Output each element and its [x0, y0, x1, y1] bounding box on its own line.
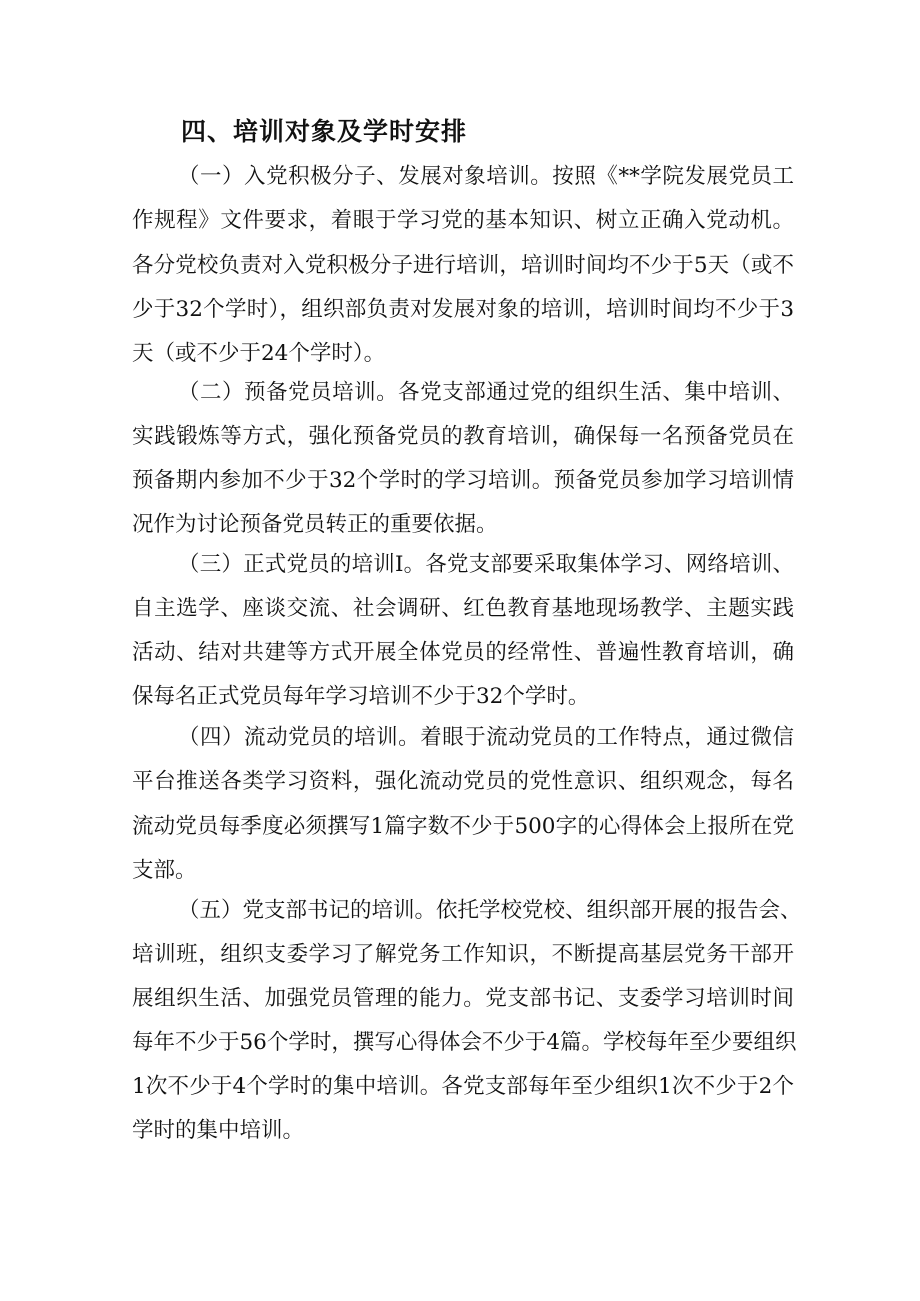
paragraph-line: （三）正式党员的培训I。各党支部要采取集体学习、网络培训、 — [178, 552, 794, 577]
paragraph-line: 预备期内参加不少于32个学时的学习培训。预备党员参加学习培训情 — [132, 468, 794, 493]
paragraph-line: 培训班，组织支委学习了解党务工作知识，不断提高基层党务干部开 — [132, 942, 794, 967]
paragraph-line: 保每名正式党员每年学习培训不少于32个学时。 — [132, 684, 590, 709]
paragraph-line: 支部。 — [132, 858, 197, 883]
paragraph-line: 自主选学、座谈交流、社会调研、红色教育基地现场教学、主题实践 — [132, 596, 794, 621]
section-heading: 四、培训对象及学时安排 — [181, 117, 468, 146]
paragraph-line: 流动党员每季度必须撰写1篇字数不少于500字的心得体会上报所在党 — [132, 814, 794, 839]
paragraph-line: （四）流动党员的培训。着眼于流动党员的工作特点，通过微信 — [178, 725, 794, 750]
paragraph-line: （一）入党积极分子、发展对象培训。按照《**学院发展党员工 — [178, 164, 794, 189]
paragraph-line: 学时的集中培训。 — [132, 1118, 305, 1143]
paragraph-line: 各分党校负责对入党积极分子进行培训，培训时间均不少于5天（或不 — [132, 253, 794, 278]
paragraph-line: （五）党支部书记的培训。依托学校党校、组织部开展的报告会、 — [178, 898, 802, 923]
paragraph-line: 活动、结对共建等方式开展全体党员的经常性、普遍性教育培训，确 — [132, 640, 794, 665]
paragraph-line: 1次不少于4个学时的集中培训。各党支部每年至少组织1次不少于2个 — [132, 1074, 794, 1099]
paragraph-line: 天（或不少于24个学时）。 — [132, 341, 386, 366]
paragraph-line: 实践锻炼等方式，强化预备党员的教育培训，确保每一名预备党员在 — [132, 424, 794, 449]
paragraph-line: （二）预备党员培训。各党支部通过党的组织生活、集中培训、 — [178, 380, 794, 405]
paragraph-line: 况作为讨论预备党员转正的重要依据。 — [132, 512, 498, 537]
paragraph-line: 作规程》文件要求，着眼于学习党的基本知识、树立正确入党动机。 — [132, 208, 794, 233]
paragraph-line: 少于32个学时），组织部负责对发展对象的培训，培训时间均不少于3 — [132, 297, 794, 322]
paragraph-line: 每年不少于56个学时，撰写心得体会不少于4篇。学校每年至少要组织 — [132, 1030, 797, 1055]
paragraph-line: 展组织生活、加强党员管理的能力。党支部书记、支委学习培训时间 — [132, 986, 794, 1011]
paragraph-line: 平台推送各类学习资料，强化流动党员的党性意识、组织观念，每名 — [132, 769, 794, 794]
